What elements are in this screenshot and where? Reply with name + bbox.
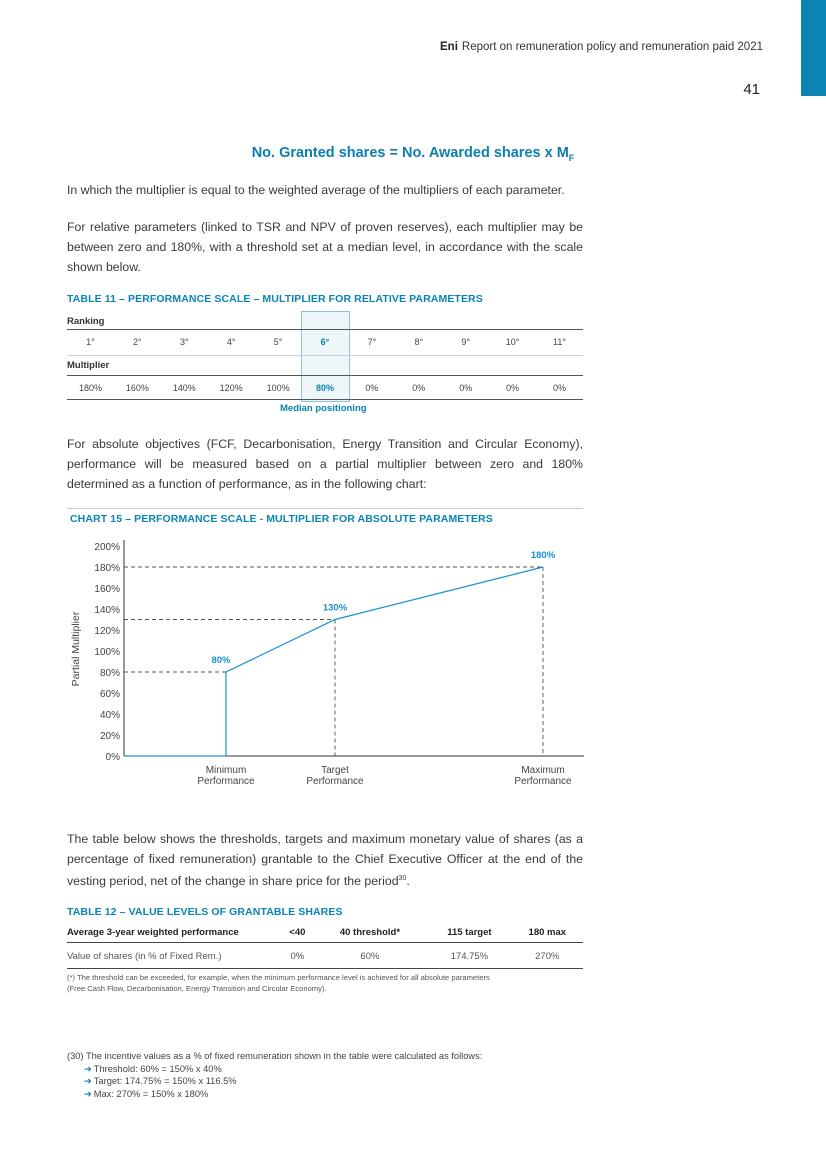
y-tick-label: 80% (99, 668, 120, 679)
paragraph-value-levels-end: . (406, 874, 410, 889)
report-title: Report on remuneration policy and remuneration paid 2021 (461, 41, 763, 53)
multiplier-cell: 100% (266, 383, 290, 393)
ranking-cell: 4° (226, 337, 236, 347)
multiplier-cell: 120% (219, 383, 243, 393)
y-tick-label: 100% (94, 647, 120, 658)
table12 (67, 924, 583, 969)
table12-cell: 60% (313, 943, 428, 969)
table12-note (67, 972, 583, 994)
table12-header-cell: 115 target (427, 924, 511, 943)
y-tick-label: 200% (94, 542, 120, 553)
table12-header-cell: 180 max (512, 924, 583, 943)
table12-header-cell: 40 threshold* (313, 924, 428, 943)
paragraph-value-levels (67, 829, 583, 891)
multiplier-cell: 180% (78, 383, 102, 393)
multiplier-line (124, 567, 543, 756)
multiplier-label: Multiplier (67, 360, 110, 371)
x-tick-label: Performance (197, 776, 255, 787)
ranking-cell: 11° (553, 337, 566, 347)
page-number: 41 (743, 81, 760, 98)
table-row (67, 943, 583, 969)
arrow-right-icon: ➔ (84, 1076, 92, 1086)
multiplier-cell: 0% (365, 383, 379, 393)
footnote-ref-30[interactable]: 30 (398, 875, 407, 882)
table12-header-cell: Average 3-year weighted performance (67, 924, 282, 943)
data-label: 130% (322, 602, 348, 614)
paragraph-relative-parameters: For relative parameters (linked to TSR and NPV of proven reserves), each multiplier may be between zero and 180%, with a threshold set at a median level, in accordance with the scale shown below. (67, 220, 583, 274)
ranking-label: Ranking (67, 316, 105, 327)
y-tick-label: 40% (99, 710, 120, 721)
chart-series (124, 567, 543, 756)
footnote-item (67, 1075, 583, 1088)
y-tick-label: 20% (99, 731, 120, 742)
ranking-cell: 10° (505, 337, 520, 347)
multiplier-cell: 0% (506, 383, 520, 393)
chart-axes (70, 540, 584, 763)
data-label: 80% (211, 655, 231, 666)
data-label: 180% (530, 550, 556, 561)
table12-cell: 174.75% (427, 943, 511, 969)
ranking-cell: 2° (133, 337, 142, 347)
ranking-cell: 7° (367, 337, 377, 347)
table12-header-cell: <40 (282, 924, 313, 943)
y-tick-label: 160% (94, 584, 120, 595)
footnote-item-text: Max: 270% = 150% x 180% (93, 1088, 209, 1099)
brand-name: Eni (440, 41, 458, 53)
ranking-cell: 5° (273, 337, 283, 347)
footnote-item-text: Threshold: 60% = 150% x 40% (93, 1063, 222, 1074)
y-tick-label: 180% (94, 563, 120, 574)
footnote-30 (67, 1050, 583, 1100)
ranking-cell: 9° (461, 337, 470, 347)
ranking-cell: 1° (86, 337, 95, 347)
footnote-item (67, 1088, 583, 1101)
x-tick-label: Minimum (205, 765, 247, 776)
table12-row-label: Value of shares (in % of Fixed Rem.) (67, 943, 282, 969)
table12-note-line: (*) The threshold can be exceeded, for example, when the minimum performance level is achieved for all absolute parameters (67, 973, 490, 982)
x-tick-label: Target (321, 765, 349, 776)
multiplier-cell: 0% (412, 383, 426, 393)
multiplier-cell: 160% (125, 383, 149, 393)
table12-title: TABLE 12 – VALUE LEVELS OF GRANTABLE SHARES (67, 906, 343, 918)
y-tick-label: 60% (99, 689, 120, 700)
formula-text: No. Granted shares = No. Awarded shares x M (251, 145, 569, 161)
table12-note-line: (Free Cash Flow, Decarbonisation, Energy Transition and Circular Economy). (67, 984, 327, 993)
table12-cell: 270% (512, 943, 583, 969)
x-tick-label: Performance (306, 776, 364, 787)
ranking-cell-highlight: 6° (320, 337, 330, 347)
chart-guides (124, 567, 543, 756)
paragraph-multiplier-definition: In which the multiplier is equal to the weighted average of the multipliers of each parameter. (67, 183, 565, 197)
x-tick-label: Performance (514, 776, 572, 787)
formula-subscript: F (568, 152, 575, 163)
multiplier-cell: 0% (553, 383, 567, 393)
table12-header-row (67, 924, 583, 943)
arrow-right-icon: ➔ (84, 1088, 92, 1099)
paragraph-absolute-objectives: For absolute objectives (FCF, Decarbonisation, Energy Transition and Circular Economy), performance will be measured based on a partial multiplier between zero and 180% determined as a function of performance, as in the following chart: (67, 437, 583, 491)
arrow-right-icon: ➔ (84, 1063, 92, 1074)
footnote-item-text: Target: 174.75% = 150% x 116.5% (93, 1076, 237, 1086)
median-positioning-label: Median positioning (280, 403, 367, 414)
y-tick-label: 120% (94, 626, 120, 637)
multiplier-cell: 140% (172, 383, 196, 393)
x-tick-label: Maximum (521, 765, 565, 776)
ranking-cell: 8° (414, 337, 424, 347)
table12-cell: 0% (282, 943, 313, 969)
paragraph-value-levels-text: The table below shows the thresholds, targets and maximum monetary value of shares (as a percentage of fixed remuneration) grantable to the Chief Executive Officer at the end of the vesting period, net of the change in share price for the period (67, 832, 583, 889)
chart-labels (197, 550, 572, 787)
y-tick-label: 0% (105, 752, 120, 763)
footnote-item (67, 1063, 583, 1076)
multiplier-cell: 0% (459, 383, 473, 393)
multiplier-cell-highlight: 80% (315, 383, 334, 393)
y-axis-title: Partial Multiplier (70, 611, 82, 687)
footnote-intro: (30) The incentive values as a % of fixed remuneration shown in the table were calculated as follows: (67, 1051, 483, 1061)
chart15-title: CHART 15 – PERFORMANCE SCALE - MULTIPLIER FOR ABSOLUTE PARAMETERS (70, 513, 493, 525)
ranking-cell: 3° (179, 337, 189, 347)
y-tick-label: 140% (94, 605, 120, 616)
table11-title: TABLE 11 – PERFORMANCE SCALE – MULTIPLIER FOR RELATIVE PARAMETERS (67, 293, 483, 305)
